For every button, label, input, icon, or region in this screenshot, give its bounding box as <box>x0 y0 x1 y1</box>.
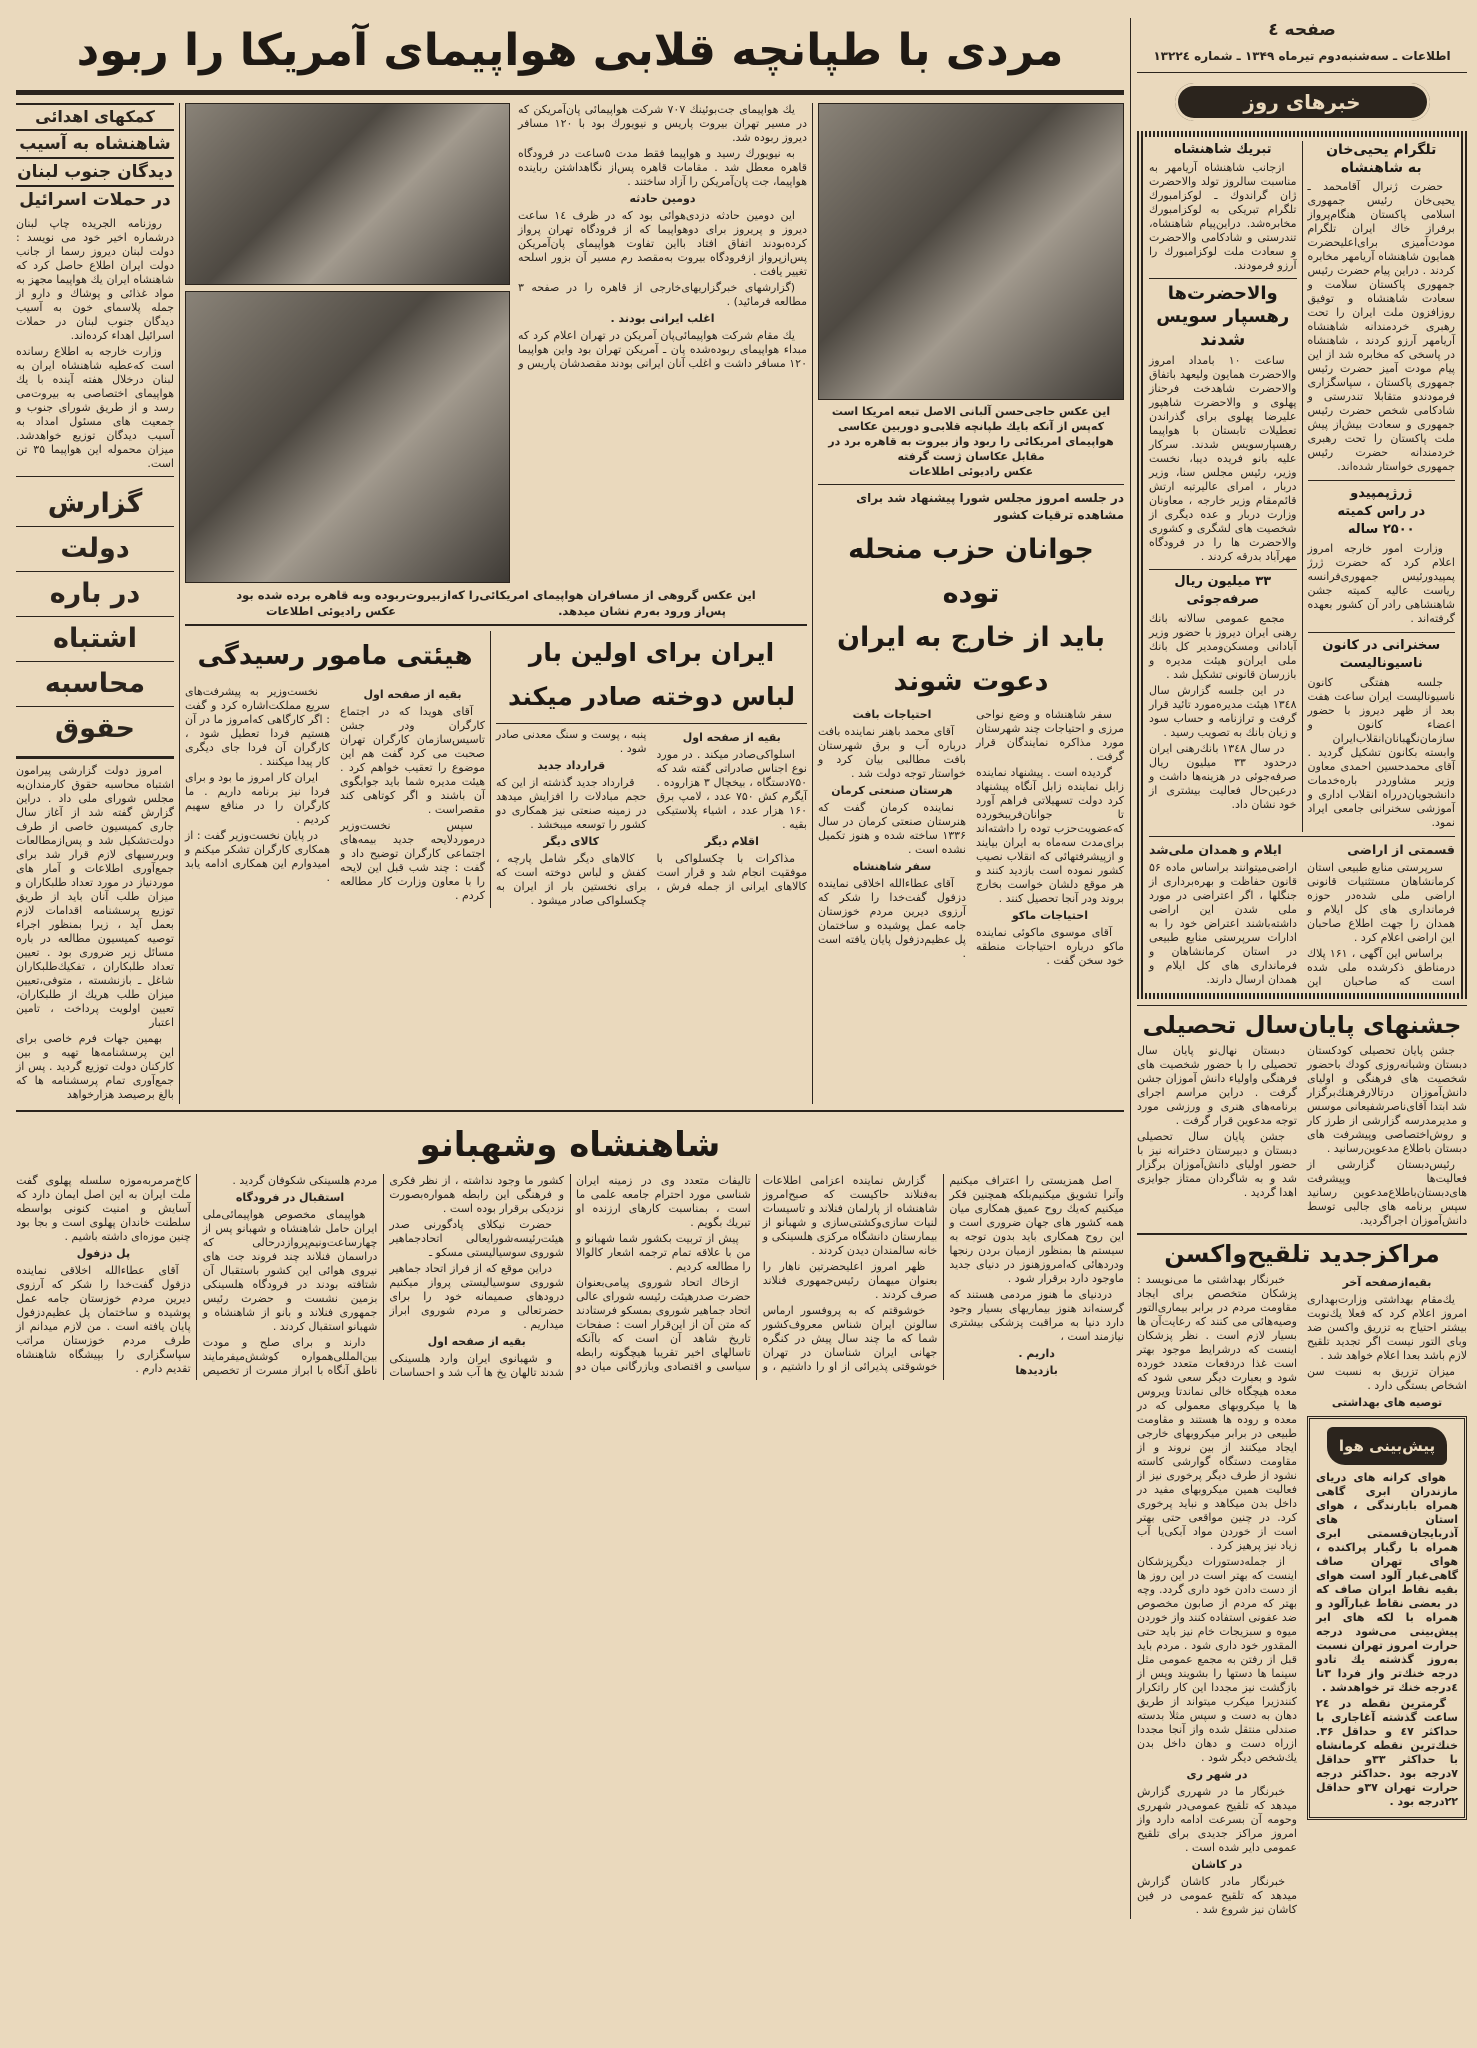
paragraph: سفر شاهنشاه <box>852 860 932 873</box>
photo-official-couple <box>185 103 510 285</box>
weather-logo <box>1327 1427 1447 1465</box>
daily-news-box <box>1137 131 1467 999</box>
main-headline-rule <box>16 90 1124 95</box>
paragraph: خبرنگار بهداشتی ما می‌نویسد : پزشکان متخصص برای ایجاد مقاومت مردم در برابر بیماری‌التور وصیه‌هائی می کنند که رعایت‌آن ها بسیار لازم است . نظر پزشکان اینست که درشرایط موجود بهتر است غذا دردفعات متعدد خورده شود و بعبارت دیگر سعی شود که معده هیچگاه خالی نماندتا ویروس ها یا میکروبهای معمولی که در معده و روده ها هستند و مقاومت طبیعی در برابر میکروبهای خارجی ایجاد میکنند از بین نروند و از مقاومت دستگاه گوارشی کاسته نشود از طرف دیگر پرخوری نیز از فعالیت همین میکروبهای مفید در داخل بدن میکاهد و نباید پرخوری کرد. در چنین مواقعی حتی بهتر است از خوردن مواد آبکی‌یا آب زیاد نیز پرهیز کرد . <box>1137 1273 1297 1552</box>
paragraph: گرمترین نقطه در ۲٤ ساعت گذشته آغاجاری با حداکثر ٤۷ و حداقل ۳۶. خنك‌ترین نقطه کرمانشاه با حداکثر ۳۳و حداقل ۷درجه بود .حداکثر درجه حرارت تهران ۳۷و حداقل ۲۲درجه بود . <box>1316 1697 1459 1808</box>
photo-hijacker-portrait <box>818 103 1124 400</box>
export-headline <box>496 631 807 719</box>
lands-headline <box>1149 841 1455 859</box>
report-label: گزارش <box>16 482 174 527</box>
paragraph: در شهر ری <box>1186 1768 1248 1781</box>
paragraph: جلسه هفتگی کانون ناسیونالیست ایران ساعت هفت بعد از ظهر دیروز با حضور اعضاء کانون و سازمان‌نگهبانان‌انقلاب‌ایران وابسته بکانون تشکیل گردید . آقای محمدحسین احمدی معاون وزیر مشاوردر باره‌خدمات دانشجویان‌درراه انقلاب اداری و آموزشی سخنرانی جامعی ایراد نمود. <box>1307 676 1455 829</box>
paragraph: حضرت ژنرال آقامحمد ـ یحیی‌خان رئیس جمهوری اسلامی پاکستان هنگام‌پرواز برفراز خاك ایران تلگرام مودت‌آمیزی برای‌اعلیحضرت همایون شاهنشاه آریامهر مخابره کردند . دراین پیام حضرت رئیس جمهوری پاکستان سلامت و سعادت شاهنشاه و توفیق روزافزون ملت ایران را تحت رهبری خردمندانه شاهنشاه آریامهر آرزو کردند ، شاهنشاه در پاسخی که مخابره شد از این پیام مودت آمیز حضرت رئیس جمهوری پاکستان ، سپاسگزاری فرمودندو متقابلا تندرستی و شادکامی شخص حضرت رئیس جمهوری و سعادت بیش‌از پیش ملت پاکستان را تحت رهبری خردمندانه حضرت رئیس جمهوری خواستار شده‌اند. <box>1307 180 1455 473</box>
paragraph: و شهبانوی ایران وارد هلسینکی شدند تا‌لهان یخ ها آب شد و احساسات مردم هلسینکی شکوفان گردید . <box>232 1174 565 1379</box>
paragraph: از جمله‌دستورات دیگرپزشکان اینست که بهتر است در این روز ها از دست دادن خود داری گردد. وچه بهتر که مردم از صابون مخصوص ضد عفونی استفاده کنند واز خوردن میوه و سبزیجات خام نیز باید حتی المقدور خود داری شود . مردم باید قبل از رفتن به مجمع عمومی مثل سینما ها دستها را بشویند وپس از بازگشت نیز مجددا این کار راتکرار کنندزیرا میکرب میتواند از طریق دهان به دست و سپس مثلا بدسته صندلی منتقل شده واز آنجا مجددا ازراه دست و دهان داخل بدن یك‌شخص دیگر شود . <box>1137 1555 1297 1764</box>
paragraph: براساس این آگهی ، ۱۶۱ پلاك درمناطق ذکرشده ملی شده است که صاحبان این اراضی‌میتوانند براساس ماده ۵۶ قانون حفاظت و بهره‌برداری از جنگلها ، اگر اعتراضی در مورد ملی شدن این اراضی داشته‌باشند اعتراض خود را به ادارات سرپرستی منابع طبیعی در استان کرمانشاهان و فرمانداری های کل ایلام و همدان ارسال دارند. <box>1149 861 1455 988</box>
dateline: اطلاعات ـ سه‌شنبه‌دوم تیرماه ۱۳۴۹ ـ شماره ۱۳۲۲٤ <box>1153 49 1451 63</box>
headline-line: شاهنشاه به آسیب <box>16 129 174 157</box>
paragraph: استقبال در فرودگاه <box>235 1191 345 1204</box>
daily-news-badge <box>1175 83 1430 121</box>
yahya-headline <box>1308 141 1456 177</box>
paragraph: داریم . <box>1018 1347 1055 1360</box>
page-number: صفحه ٤ <box>1268 20 1336 40</box>
graduation-body <box>1137 1044 1467 1228</box>
divider <box>1149 836 1455 837</box>
divider <box>185 624 807 626</box>
daily-news-title: خبرهای روز <box>1243 90 1361 114</box>
nationalist-headline <box>1308 632 1456 673</box>
headline-line: دیدگان جنوب لبنان <box>16 157 174 185</box>
swiss-headline <box>1149 278 1297 351</box>
middle-column <box>179 103 812 1104</box>
paragraph: نخست‌وزیر به پیشرفت‌های سریع مملکت‌اشاره کرد و گفت : اگر کارگاهی که‌امروز ما در آن هستیم فردا تعطیل شود ، کارگران آن فردا جای دیگری کار پیدا میکنند . <box>185 685 330 768</box>
hijack-body <box>518 103 807 373</box>
paragraph: ازخاك اتحاد شوروی پیامی‌بعنوان حضرت صدرهیئت رئیسه شورای عالی اتحاد جماهیر شوروی بمسکو فرستادند که متن آن از این‌قرار است : صفحات تاریخ شاهد آن است که باآنکه تاسالهای اخیر تقریبا هیچگونه رابطه سیاسی و اقتصادی وبازرگانی میان دو کشور ما وجود نداشته ، از نظر فکری و فرهنگی این رابطه همواره‌بصورت نزدیکی برقرار بوده است . <box>389 1174 751 1373</box>
report-label: محاسبه <box>16 662 174 707</box>
left-column <box>16 103 179 1104</box>
report-label: اشتباه <box>16 617 174 662</box>
lands-body <box>1149 861 1455 989</box>
group-photo-caption <box>185 587 807 619</box>
paragraph: کالاهای دیگر شامل پارچه ، کفش و لباس دوخته است که برای نخستین بار از ایران به چکسلواکی صادر میشود . <box>496 852 647 907</box>
main-area <box>16 18 1124 1380</box>
daily-news-columns <box>1149 141 1455 832</box>
headline-line: در راس کمیته <box>1337 504 1426 519</box>
paragraph: ظهر امروز اعلیحضرتین ناهار را بعنوان میهمان رئیس‌جمهوری فنلاند صرف کردند . <box>762 1260 938 1301</box>
headline-line: سخنرانی در کانون <box>1322 638 1441 653</box>
headline-line: به شاهنشاه <box>1340 160 1422 176</box>
royal-headline: شاهنشاه وشهبانو <box>419 1125 721 1165</box>
headline-line: تلگرام یحیی‌خان <box>1326 142 1437 158</box>
inspection-headline: هیئتی مامور رسیدگی <box>197 641 473 671</box>
paragraph: گردیده است . پیشنهاد نماینده زابل نماینده زابل آنگاه پیشنهاد کرد دولت تسهیلاتی فراهم آورد تا جوانان‌فریبخورده که‌عضویت‌حزب توده را داشته‌اند برای‌مدت سه‌ماه به ایران بیایند و ازپیشرفتهائی که انقلاب نصیب کشور نموده است بازدید کنند و هر موقع دلشان خواست بخارج بروند ودر آنجا تحصیل کنند . <box>976 766 1124 905</box>
paragraph: یك هواپیمای جت‌بوئینك ۷۰۷ شرکت هواپیمائی پان‌آمریکن که در مسیر تهران بیروت پاریس و نیویورك بود با ۱۲۰ مسافر دیروز ربوده شد. <box>518 103 808 144</box>
right-column <box>1130 18 1467 1919</box>
paragraph: ساعت ۱۰ بامداد امروز والاحضرت همایون ولیعهد باتفاق والاحضرت شاهدخت فرحناز پهلوی و والاحضرت شاهپور علیرضا پهلوی برای گذراندن تعطیلات تابستان با هواپیما رهسپارسویس شدند. سرکار علیه بانو فریده دیبا، نخست وزیر، رئیس مجلس سنا، وزیر دربار ، امرای عالیرتبه ارتش قائم‌مقام وزیر خارجه ، معاونان وزارت دربار و عده دیگری از شخصیت های لشگری و کشوری والاحضرت ها را در فرودگاه مهرآباد بدرقه کردند . <box>1149 354 1297 563</box>
headline-line: ایلام و همدان ملی‌شد <box>1149 842 1282 857</box>
headline-line: در حملات اسرائیل <box>16 185 174 213</box>
paragraph: در کاشان <box>1191 1858 1243 1871</box>
inspection-body <box>185 685 485 903</box>
tudeh-headline <box>818 528 1124 704</box>
paragraph: قرارداد جدید <box>537 759 606 772</box>
photo-credit: عکس رادیوئی اطلاعات <box>908 465 1034 478</box>
paragraph: جشن پایان سال تحصیلی دبستان و دبیرستان دخترانه نیز با حضور اولیای دانش‌آموزان برگزار شد و به شاگردان ممتاز جوایزی اهدا گردید . <box>1137 1130 1297 1199</box>
photo-passenger-group <box>185 291 510 583</box>
paragraph: پل دزفول <box>76 1247 131 1260</box>
paragraph: بقیه از صفحه اول <box>682 731 781 744</box>
paragraph: یك مقام شرکت هواپیمائی‌پان آمریکن در تهران اعلام کرد که مبداء هواپیمای ربوده‌شده پان ـ آمریکن تهران بود واین هواپیما ۱۲۰ مسافر داشت و اغلب آنان ایرانی بودند مقصدشان پاریس و <box>518 329 807 370</box>
paragraph: احتیاجات بافت <box>852 708 932 721</box>
headline-line: والاحضرت‌ها <box>1167 283 1278 304</box>
paragraph: خبرنگار ما در شهرری گزارش میدهد که تلقیح عمومی‌در شهرری وحومه آن بسرعت ادامه دارد واز امروز مراکز جدیدی برای تلقیح عمومی دایر شده است . <box>1137 1785 1297 1854</box>
daily-news-left-subcolumn <box>1149 141 1302 832</box>
headline-line: باید از خارج به ایران <box>836 622 1105 653</box>
congrats-body <box>1149 161 1297 273</box>
paragraph: دردنیای ما هنوز مردمی هستند که گرسنه‌اند هنوز بیماریهای بسیار وجود دارد دنیا به مراقبت پزشکی بیشتری نیازمند است ، <box>949 1288 1124 1343</box>
paragraph: بقیه از صفحه اول <box>427 1335 526 1348</box>
paragraph: ایران کار امروز ما بود و برای فردا نیز برنامه داریم . ما کارگران را در منافع سهیم کردیم . <box>185 771 330 826</box>
yahya-body <box>1308 180 1456 474</box>
inspection-story <box>185 631 490 908</box>
vaccine-left-half <box>1137 1273 1297 1919</box>
headline-line: شدند <box>1200 329 1246 350</box>
weather-body <box>1316 1471 1458 1809</box>
paragraph: هواپیمای مخصوص هواپیمائی‌ملی ایران حامل شاهنشاه و شهبانو پس از چهارساعت‌ونیم‌پرواز‌درحالی که دراسمان فنلاند چند فروند جت های نیروی هوائی این کشور باستقبال آن شتافته بودند در فرودگاه هلسینکی بزمین نشست و حضرت رئیس جمهوری فنلاند و بانو از شاهنشاه و شهبانو استقبال کردند . <box>202 1208 378 1333</box>
weather-logo-text: پیش‌بینی هوا <box>1338 1437 1436 1455</box>
tudeh-column <box>812 103 1124 1104</box>
divider <box>818 484 1124 485</box>
paragraph: نماینده کرمان گفت که هنرستان صنعتی کرمان در سال ۱۳۳۶ ساخته شده و هنوز تکمیل نشده است . <box>818 801 966 856</box>
headline-line: جوانان حزب منحله توده <box>848 534 1094 609</box>
bank-body <box>1149 612 1297 812</box>
vaccine-body <box>1307 1276 1467 1410</box>
bank-headline <box>1149 569 1297 609</box>
paragraph: اصل همزیستی را اعتراف میکنیم وآنرا تشویق میکنیم‌بلکه همچنین فکر میکنیم که‌یك روح عمیق همکاری میان همه کشور های جهان ضروری است و این روح همکاری باید بدون توجه به سیستم ها بمنظور ازمیان بردن رنجها ودردهائی که‌امروزهنوز در دنیای جدید ماوجود دارد برقرار شود . <box>949 1174 1124 1285</box>
second-row <box>185 631 807 908</box>
royal-body <box>16 1174 1124 1380</box>
paragraph: ازجانب شاهنشاه آریامهر به مناسبت سالروز تولد والاحضرت ژان گراندوك ـ لوکزامبورك تلگرام تبریکی به لوکزامبورك مخابره‌شد. دراین‌پیام شاهنشاه، تندرستی و شادکامی والاحضرت و سعادت ملت لوکزامبورك را آرزو فرمودند. <box>1149 161 1297 272</box>
paragraph: گزارش نماینده اعزامی اطلاعات به‌فنلاند حاکیست که صبح‌امروز شاهنشاه از پارلمان فنلاند و تاسیسات لنیات سازی‌وکشتی‌سازی و شهبانو از بیمارستان دانشگاه مرکزی هلسینکی و خانه سالمندان دیدن کردند . <box>762 1174 938 1257</box>
paragraph: پیش از تربیت بکشور شما شهبانو و من با علاقه تمام ترجمه اشعار کالوالا را مطالعه کردیم . <box>576 1232 751 1273</box>
report-label: در باره <box>16 572 174 617</box>
left-aid-body <box>16 217 174 471</box>
paragraph: بهمین جهات فرم خاصی برای این پرسشنامه‌ها تهیه و بین کارکنان دولت توزیع گردید . پس از جمع‌آوری تمام پرسشنامه ها که بالغ برصیصد هزارخواهد <box>16 1032 174 1101</box>
caption-line: پس‌از ورود به‌رم نشان میدهد. <box>558 604 726 618</box>
export-story <box>490 631 807 908</box>
report-label: حقوق <box>55 713 135 744</box>
paragraph: احتیاجات ماکو <box>1012 909 1088 922</box>
paragraph: مجمع عمومی سالانه بانك رهنی ایران دیروز با حضور وزیر آبادانی ومسکن‌ومدیر کل بانك ملی ایران‌و هیئت مدیره و بازرسان قانونی تشکیل شد . <box>1149 612 1297 681</box>
vaccine-right-half <box>1307 1273 1467 1820</box>
paragraph: وزارت امور خارجه امروز اعلام کرد که حضرت ژرژ پمپیدورئیس جمهوری‌فرانسه ریاست عالیه کمیته جشن شاهنشاهی رادر آن کشور بعهده گرفته‌اند . <box>1307 542 1455 625</box>
paragraph: آقای هویدا که در اجتماع کارگران ودر جشن تاسیس‌سازمان کارگران تهران صحبت می کرد گفت هم این موضوع را تعقیب خواهم کرد . هیئت مدیره شما باید جوابگوی آن باشند و اگر کوتاهی کند مقصراست . <box>340 705 485 816</box>
vaccine-section <box>1137 1273 1467 1919</box>
photo-credit: عکس رادیوئی اطلاعات <box>266 604 397 618</box>
paragraph: دبستان نهال‌نو پایان سال تحصیلی را با حضور شخصیت های فرهنگی واولیاء دانش آموزان جشن گرفت . دراین مراسم اجرای برنامه‌های هنری و ورزشی مورد توجه مدعوین قرار گرفت . <box>1137 1044 1297 1127</box>
divider <box>16 476 174 477</box>
masthead-rule <box>1137 72 1467 73</box>
portrait-caption <box>818 404 1124 479</box>
headline-line: لباس دوخته صادر میکند <box>508 682 795 711</box>
paragraph: وزارت خارجه به اطلاع رسانده است که‌عطیه شاهنشاه ایران به لبنان درخلال هفته آینده با یك هواپیمای اختصاصی به بیروت‌می رسد و از طریق شورای جنوب و جمعیت های مسئول امداد به آسیب دیدگان توزیع خواهدشد. میزان محموله این هواپیما ۳۵ تن است. <box>16 345 174 470</box>
paragraph: (گزارشهای خبرگزاریهای‌خارجی از قاهره را در صفحه ۳ مطالعه فرمائید) . <box>518 281 807 308</box>
paragraph: بازدیدها <box>1015 1364 1058 1377</box>
paragraph: توصیه های بهداشتی <box>1331 1396 1443 1409</box>
paragraph: در سال ۱۳٤۸ بانك‌رهنی ایران درحدود ۳۳ میلیون ریال صرفه‌جوئی در هزینه‌ها داشت و درعین‌حال فعالیت بیشتری از خود نشان داد. <box>1149 742 1297 811</box>
headline-line: ۳۳ میلیون ریال <box>1174 574 1272 589</box>
tudeh-body <box>818 708 1124 968</box>
paragraph: اقلام دیگر <box>704 835 759 848</box>
paragraph: به نیویورك رسید و هواپیما فقط مدت ۵ساعت در فرودگاه قاهره معطل شد . مقامات قاهره پس‌از نگاهداشتن رباینده هواپیما، جت پان‌آمریکن را آزاد ساختند . <box>518 147 807 188</box>
tudeh-kicker: در جلسه امروز مجلس شورا پیشنهاد شد برای مشاهده ترقیات کشور <box>856 491 1124 522</box>
paragraph: بقیه از صفحه اول <box>363 688 462 701</box>
headline-line: ۲۵۰۰ ساله <box>1347 522 1415 537</box>
divider <box>16 1110 1124 1112</box>
paragraph: کالای دیگر <box>543 835 600 848</box>
paragraph: سرپرستی منابع طبیعی استان کرمانشاهان مستثنیات قانونی اراضی ملی شده‌در حوزه فرمانداری های کل ایلام و همدان را جهت اطلاع صاحبان این اراضی اعلام کرد . <box>1307 861 1455 944</box>
export-body <box>496 728 807 908</box>
paragraph: میزان تزریق به نسبت سن اشخاص بستگی دارد . <box>1307 1365 1467 1392</box>
caption-line: این عکس گروهی از مسافران هواپیمای امریکائی‌را که‌ازبیروت‌ربوده وبه قاهره برده شده بود <box>236 588 756 602</box>
paragraph: یك‌مقام بهداشتی وزارت‌بهداری امروز اعلام کرد که فعلا یك‌نوبت بیشتر احتیاج به تزریق واکسن ضد وبای التور نیست اگر تجدید تلقیح لازم باشد بعدا اعلام خواهد شد . <box>1307 1293 1467 1362</box>
vaccine-body-cont <box>1137 1273 1297 1917</box>
daily-news-right-subcolumn <box>1302 141 1456 832</box>
caption-line: این عکس حاجی‌حسن آلبانی الاصل تبعه امریکا است که‌پس از آنکه بایك طپانچه قلابی‌و دوربین عکاسی هواپیمای امریکائی را ربود واز بیروت به قاهره برد در مقابل عکاسان ژست گرفته <box>828 405 1114 463</box>
report-body <box>16 764 174 1102</box>
paragraph: مذاکرات با چکسلواکی با موفقیت انجام شد و قرار است کالاهای ایرانی از جمله فرش ، پنبه ، پوست و سنگ معدنی صادر شود . <box>496 728 807 893</box>
paragraph: آقای محمد باهنر نماینده بافت درباره آب و برق شهرستان بافت مطالبی بیان کرد و خواستار توجه دولت شد . <box>818 725 966 780</box>
paragraph: اغلب ایرانی بودند . <box>610 312 715 325</box>
paragraph: خبرنگار مادر کاشان گزارش میدهد که تلقیح عمومی در فین کاشان نیز شروع شد . <box>1137 1875 1297 1916</box>
paragraph: اسلواکی‌صادر میکند . در مورد نوع اجناس صادراتی گفته شد که ۷۵۰دستگاه ، بیخچال ۳ هزاروده . آیگرم کش ۷۵۰ عدد ، لامپ برق ۱۶۰ هزار عدد ، اشیاء پلاستیکی بقیه . <box>656 748 808 831</box>
headline-line: دعوت شوند <box>893 666 1049 697</box>
divider <box>496 723 807 724</box>
nationalist-body <box>1308 676 1456 830</box>
paragraph: در پایان نخست‌وزیر گفت : از همکاری کارگران تشکر میکنم و امیدوارم این همکاری ادامه یابد . <box>185 829 330 884</box>
headline-line: ایران برای اولین بار <box>528 638 775 667</box>
paragraph: خوشوقتم که به پروفسور ارماس سالونن ایران شناس معروف‌کشور شما که ما چند سال پیش در کنگره جهانی ایران شناسان در تهران خوشوقتی پذیرائی از او را داشتیم ، و تالیفات متعدد وی در زمینه ایران شناسی مورد احترام جامعه علمی ما است ، بمناسبت کارهای ارزنده او تبریك بگویم . <box>576 1174 938 1373</box>
paragraph: جشن پایان تحصیلی کودکستان دبستان وشبانه‌روزی کودك باحضور شخصیت های فرهنگی و اولیای دانش‌آموزان درتالارفرهنك‌برگزار شد ابتدا آقای‌ناصرشفیعانی موسس و مدیرمدرسه گزارشی از طرز کار و روش‌اختصاصی وپیشرفت های دبستان باطلاع مدعوین‌رسانید . <box>1307 1044 1467 1155</box>
headline-line: ناسیونالیست <box>1339 656 1423 671</box>
left-headline-stack <box>16 103 174 213</box>
report-label: دولت <box>16 527 174 572</box>
paragraph: سپس نخست‌وزیر درمورد‌لایحه جدید بیمه‌های اجتماعی کارگران توضیح داد و گفت : چند شب قبل این لایحه را با معاون وزارت کار مطالعه کردم . <box>340 819 485 902</box>
report-label-stack <box>16 482 174 751</box>
paragraph: سفر شاهنشاه و وضع نواحی مرزی و احتیاجات چند شهرستان مورد مذاکره نمایندگان قرار گرفت . <box>976 708 1124 763</box>
photo-column <box>185 103 510 583</box>
paragraph: دراین موقع که از فراز اتحاد جماهیر شوروی سوسیالیستی پرواز میکنیم درودهای صمیمانه خود را برای حضرتعالی و مردم شوروی ابراز میداریم . <box>389 1262 565 1331</box>
weather-box <box>1307 1416 1467 1820</box>
paragraph: امروز دولت گزارشی پیرامون اشتباه محاسبه حقوق کارمندان‌به مجلس شورای ملی داد . دراین گزارش گفته شد از آغاز سال جاری کمیسیون خاصی از طرف دولت‌تشکیل شد و پس‌ازمطالعات وبررسیهای لازم قرار شد برای جمع‌آوری اطلاعات و آمار های موردنیاز در مورد تعداد طلبکاران و میزان طلب آنان باید از طریق توزیع پرسشنامه اقدامات لازم بعمل آید ، زیرا بمنظور اجراء توصیه کمیسیون مطالعه در باره مسائل زیر ضروری بود . تعیین تعداد طلبکاران ، تفکیك‌طلبکاران شاغل ـ بازنشسته ، متوفی،تعیین میزان طلب هریك از طلبکاران، تعیین اولویت پرداخت ، تامین اعتبار <box>16 764 174 1029</box>
paragraph: هرستان صنعتی کرمان <box>831 784 953 797</box>
headline-line: کمکهای اهدائی <box>16 103 174 129</box>
vaccine-headline: مراکزجدید تلقیح‌واکسن <box>1164 1240 1440 1268</box>
headline-line: ژرژپمپیدو <box>1350 486 1413 501</box>
paragraph: آقای عطاءالله اخلاقی نماینده دزفول گفت‌خدا را شکر که آرزوی دیرین مردم خوزستان جامه عمل پوشیده و ساختمان پل عظیم‌دزفول پایان یافته است . <box>818 877 966 960</box>
headline-line: قسمتی از اراضی <box>1347 842 1455 857</box>
hijack-row <box>185 103 807 583</box>
paragraph: رئیس‌دبستان گزارشی از فعالیت‌ها وپیشرفت های‌دبستان‌باطلاع‌مدعوین رسانید سپس برنامه های جالبی توسط دانش‌آموزان اجراگردید. <box>1307 1158 1467 1227</box>
paragraph: آقای عطاءالله اخلاقی نماینده دزفول گفت‌خدا را شکر که آرزوی دیرین مردم خوزستان جامه عمل پوشیده و ساختمان پل عظیم‌دزفول پایان یافته است . من لازم میدانم از طرف مردم خوزستان مراتب سپاسگزاری را بپیشگاه شاهنشاه تقدیم دارم . <box>16 1264 191 1375</box>
graduation-headline: جشنهای پایان‌سال تحصیلی <box>1142 1011 1462 1039</box>
paragraph: هوای کرانه های دریای مازندران ابری گاهی همراه بابارندگی ، هوای استان های آذربایجان‌قسمتی ابری همراه با رگبار پراکنده ، هوای تهران صاف گاهی‌غبار آلود است هوای بقیه نقاط ایران صاف که در بعضی نقاط غبارآلود و همراه با لکه های ابر پیش‌بینی می‌شود درجه حرارت امروز تهران نسبت به‌روز گذشته یك تادو درجه خنك‌تر واز فردا ۳تا ٤درجه خنك تر خواهدشد . <box>1316 1471 1458 1694</box>
divider <box>16 756 174 759</box>
paragraph: حضرت نیکلای پادگورنی صدر هیئت‌رئیسه‌شورایعالی اتحادجماهیر شوروی سوسیالیستی مسکو ـ <box>389 1218 565 1259</box>
headline-line: صرفه‌جوئی <box>1186 592 1260 607</box>
paragraph: این دومین حادثه دزدی‌هوائی بود که در ظرف ۱٤ ساعت دیروز و پریروز برای دوهواپیما که از فرودگاه تهران پرواز کرده‌بودند اتفاق افتاد بااین تفاوت هواپیمای پان‌آمریکن پس‌ازپرواز ازفرودگاه بیروت به‌مقصد رم مسیر آن بزور اسلحه تغییر یافت . <box>518 209 807 278</box>
congrats-headline: تبریك شاهنشاه <box>1173 142 1272 157</box>
paragraph: در این جلسه گزارش سال ۱۳٤۸ هیئت مدیره‌مورد تائید قرار گرفت و ترازنامه و حساب سود و زیان بانك به تصویب رسید . <box>1149 684 1297 739</box>
pompidou-headline <box>1308 480 1456 539</box>
paragraph: بقیه‌ازصفحه آخر <box>1342 1276 1432 1289</box>
paragraph: دومین حادثه <box>629 192 696 205</box>
main-headline: مردی با طپانچه قلابی هواپیمای آمریکا را ربود <box>76 25 1064 76</box>
paragraph: قرارداد جدید گذشته از این که حجم مبادلات را افزایش میدهد در زمینه صنعتی نیز همکاری دو کشور را توسعه میبخشد . <box>496 776 647 831</box>
headline-line: رهسپار سویس <box>1156 306 1290 327</box>
swiss-body <box>1149 354 1297 564</box>
paragraph: آقای موسوی ماکوئی نماینده ماکو درباره احتیاجات منطقه خود سخن گفت . <box>976 926 1124 967</box>
paragraph: روزنامه الجریده چاپ لبنان درشماره اخیر خود می نویسد : دولت لبنان دیروز رسما از جانب دولت ایران اطلاع حاصل کرد که شاهنشاه ایران یك هواپیما مجهز به مواد غذائی و پوشاك و دارو از جمله پلاسمای خون به آسیب دیدگان جنوب لبنان در حملات اسرائیل اهداء کرده‌اند. <box>16 217 174 342</box>
pompidou-body <box>1308 542 1456 626</box>
paragraph: دارند و برای صلح و مودت بین‌المللی‌همواره کوشش‌میفرمایند ناطق آنگاه با ابراز مسرت از تخصیص کاخ‌مرمر‌به‌موزه سلسله پهلوی گفت ملت ایران به این اصل ایمان دارد که آسایش و امنیت کنونی بواسطه سلطنت خاندان پهلوی است و بجا بود چنین موزه‌ای داشته باشیم . <box>16 1174 378 1377</box>
top-region <box>16 103 1124 1104</box>
